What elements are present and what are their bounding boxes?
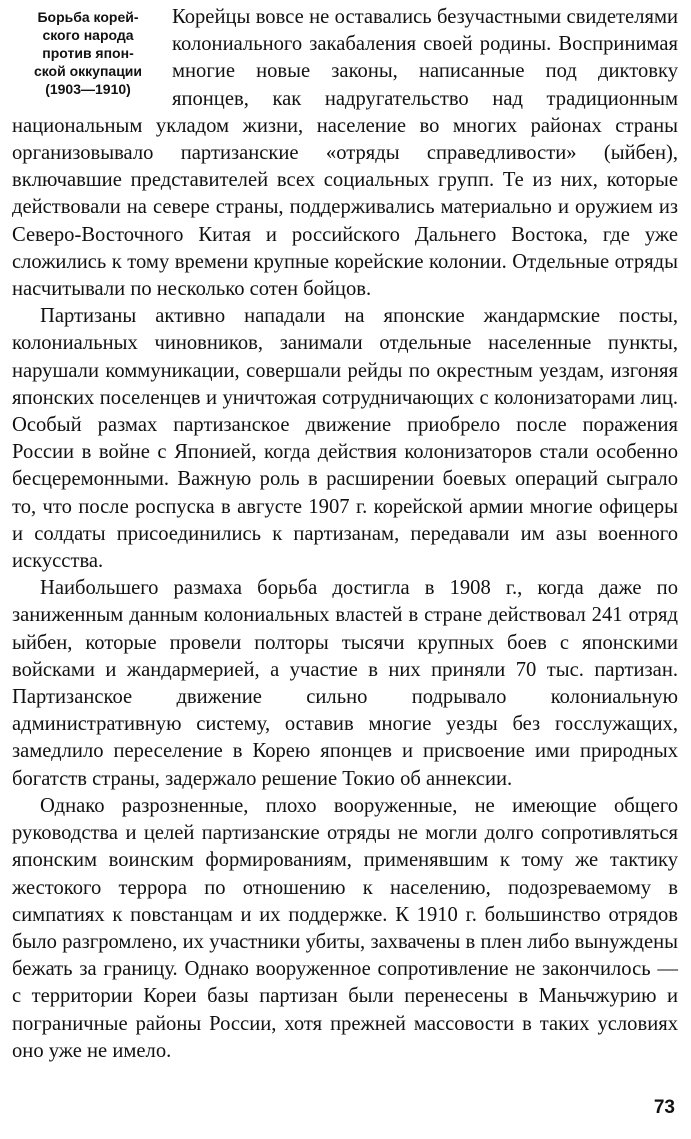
page-number: 73: [653, 1097, 675, 1118]
paragraph-4: Однако разрозненные, плохо вооруженные, не имеющие общего руководства и целей партизанские отряды не могли долго сопротивляться японским воинским формированиям, применявшим к тому же тактику жестокого террора по отношению к населению, подозреваемому в симпатиях к повстанцам и их поддержке. К 1910 г. большинство отрядов было разгромлено, их участники убиты, захвачены в плен либо вынуждены бежать за границу. Однако вооруженное сопротивление не закончилось — с территории Кореи базы партизан были перенесены в Маньчжурию и пограничные районы России, хотя прежней массовости в таких условиях оно уже не имело.: [12, 794, 678, 1062]
margin-heading-line: ского народа: [42, 27, 134, 43]
margin-heading-line: Борьба корей-: [37, 9, 139, 25]
paragraph-2: Партизаны активно нападали на японские жандармские посты, колониальных чиновников, занимали отдельные населенные пункты, нарушали коммуникации, совершали рейды по окрестным уездам, изгоняя японских поселенцев и уничтожая сотрудничающих с колонизаторами лиц. Особый размах партизанское движение приобрело после поражения России в войне с Японией, когда действия колонизаторов стали особенно бесцеремонными. Важную роль в расширении боевых операций сыграло то, что после роспуска в августе 1907 г. корейской армии многие офицеры и солдаты присоединились к партизанам, передавали им азы военного искусства.: [12, 305, 678, 573]
margin-heading-line: (1903—1910): [45, 81, 131, 97]
page-body: [12, 4, 678, 1065]
margin-heading-line: ской оккупации: [33, 63, 143, 79]
margin-heading-line: против япон-: [42, 45, 134, 61]
margin-heading: [12, 8, 164, 98]
paragraph-3: Наибольшего размаха борьба достигла в 1908 г., когда даже по заниженным данным колониальных властей в стране действовал 241 отряд ыйбен, которые провели полторы тысячи крупных боев с японскими войсками и жандармерией, а участие в них приняли 70 тыс. партизан. Партизанское движение сильно подрывало колониальную административную систему, оставив многие уезды без госслужащих, замедлило переселение в Корею японцев и присвоение ими природных богатств страны, задержало решение Токио об аннексии.: [12, 577, 678, 790]
paragraph-1: Корейцы вовсе не оставались безучастными свидетелями колониального закабаления своей родины. Воспринимая многие новые законы, написанные под диктовку японцев, как надругательство над традиционным национальным укладом жизни, население во многих районах страны организовывало партизанские «отряды справедливости» (ыйбен), включавшие представителей всех социальных групп. Те из них, которые действовали на севере страны, поддерживались материально и оружием из Северо-Восточного Китая и российского Дальнего Востока, где уже сложились к тому времени крупные корейские колонии. Отдельные отряды насчитывали по несколько сотен бойцов.: [12, 6, 678, 301]
